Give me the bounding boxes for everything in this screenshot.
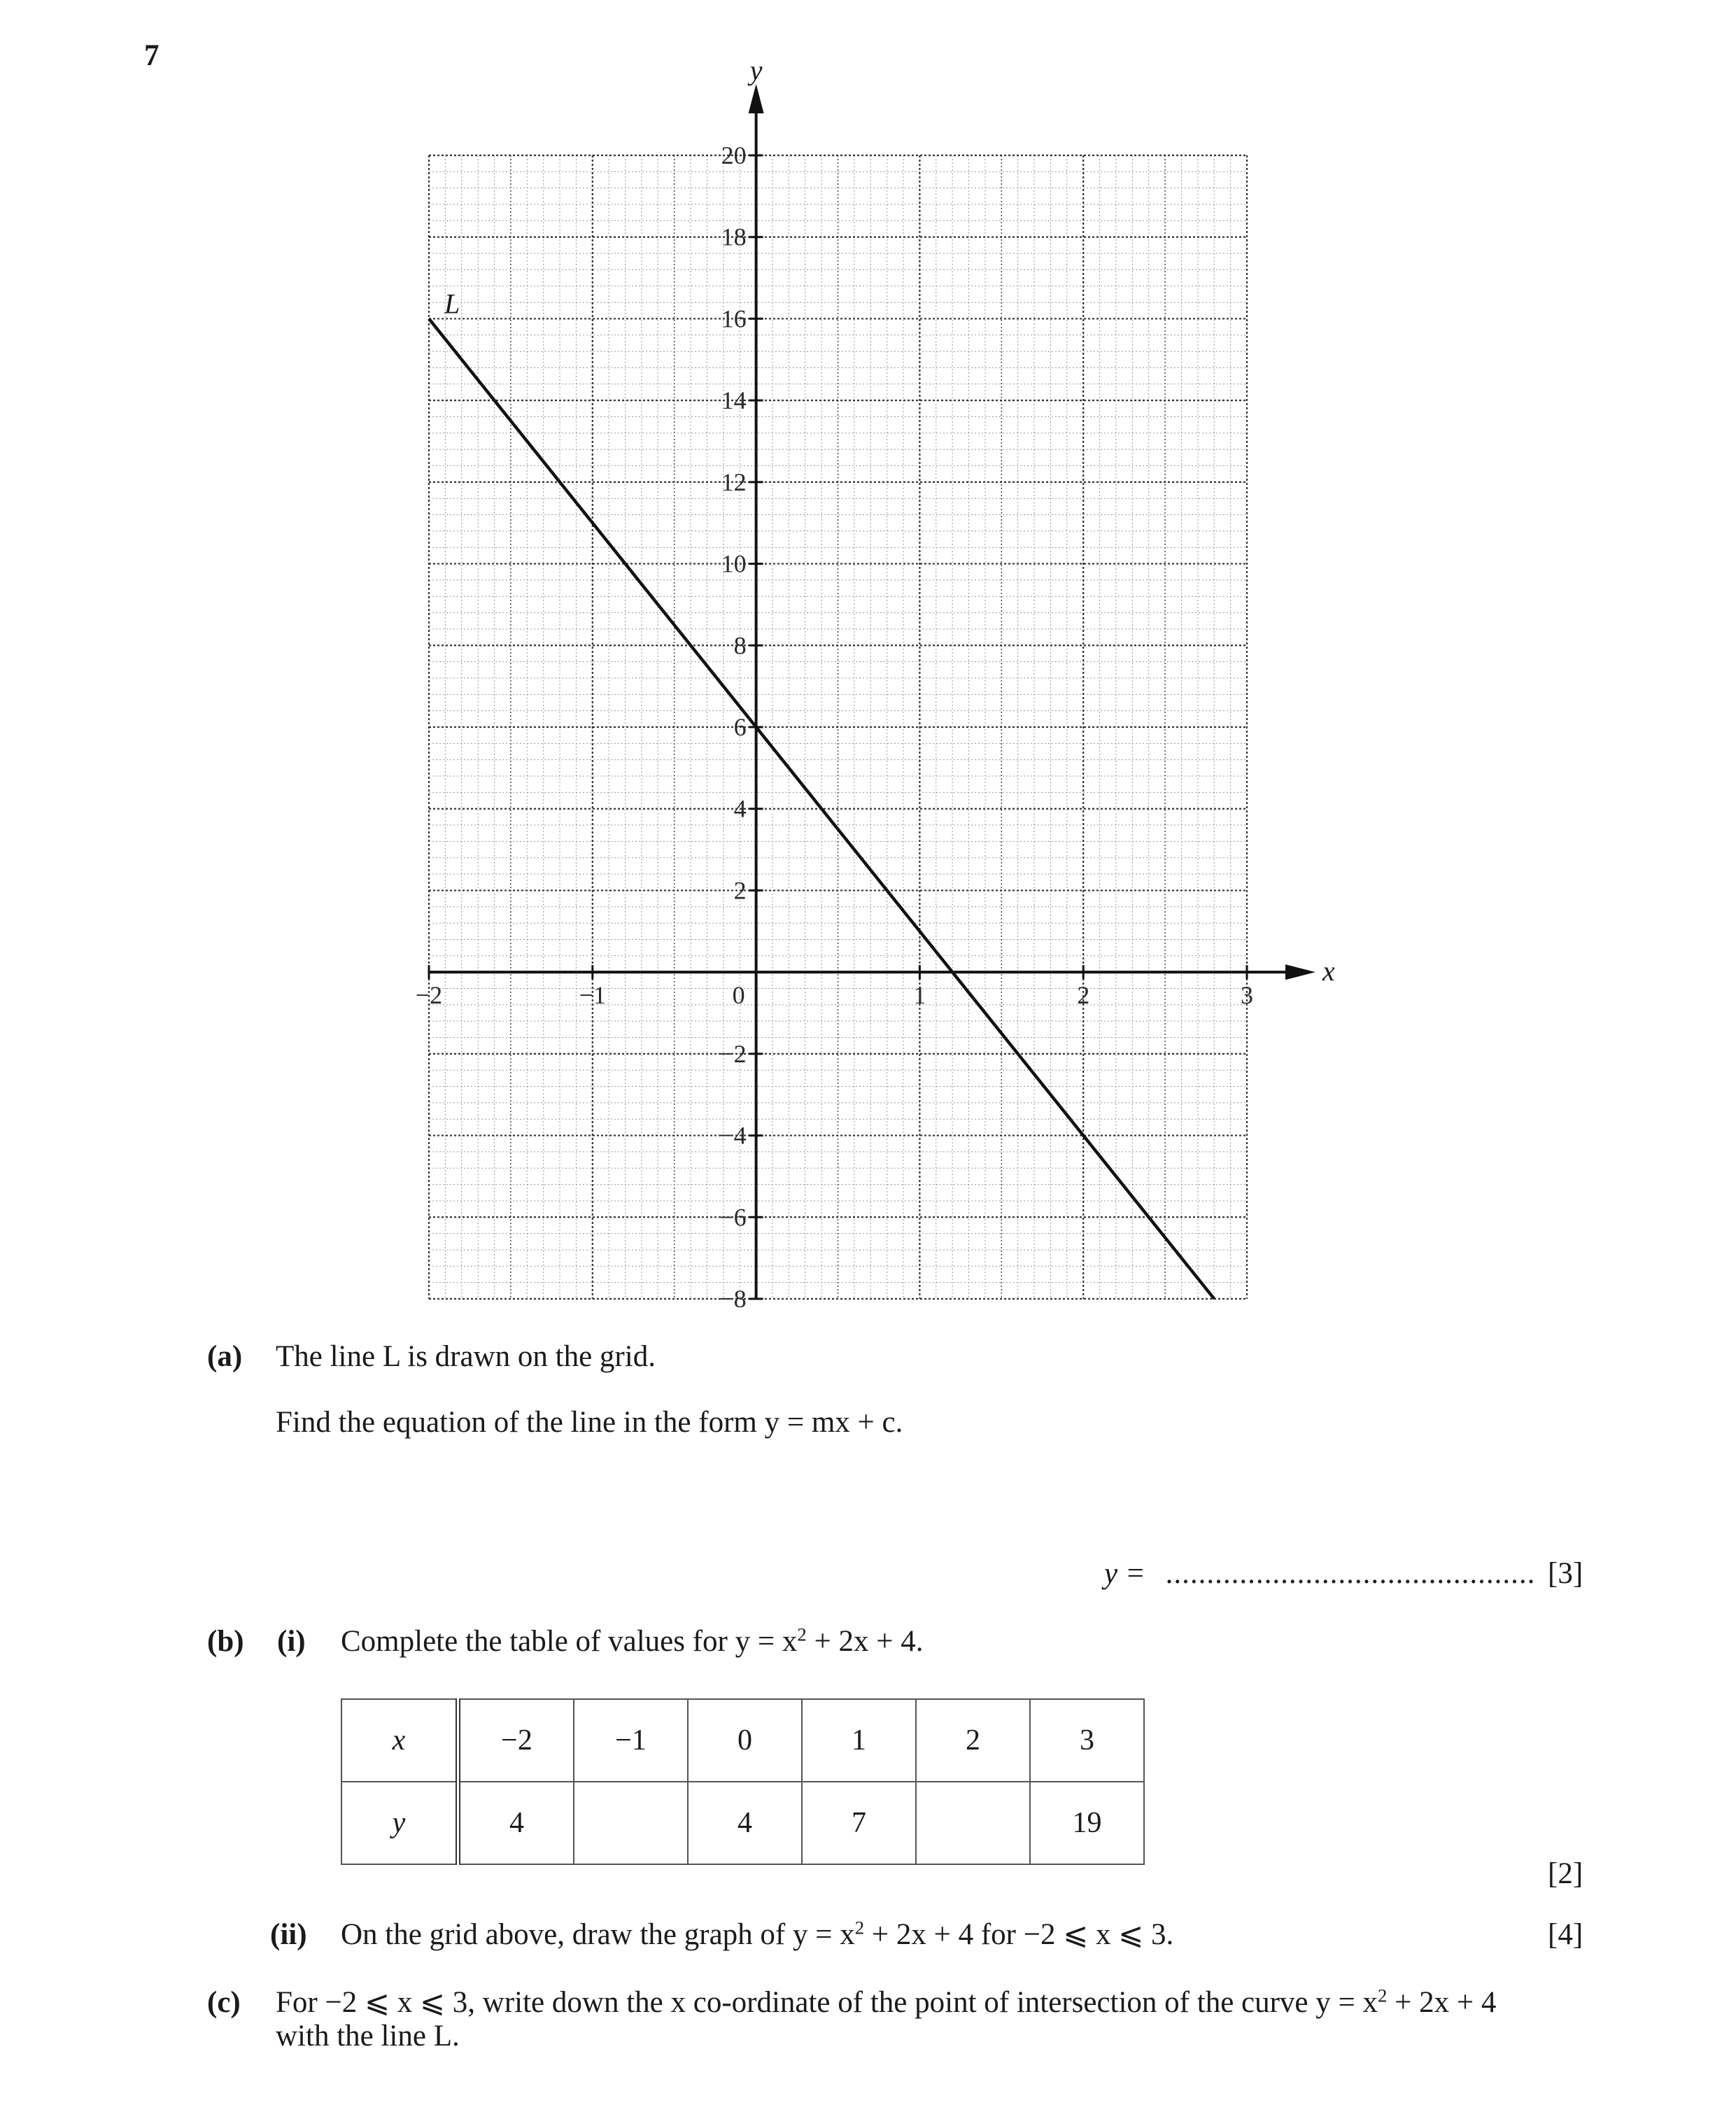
- part-b-i-label: (i): [277, 1625, 306, 1658]
- y-tick-label: 8: [733, 631, 747, 660]
- table-row-x: [341, 1699, 1144, 1782]
- y-tick-label: 16: [721, 304, 747, 333]
- table-cell-y-5[interactable]: 19: [1030, 1782, 1144, 1864]
- table-cell-x-5: 3: [1030, 1699, 1144, 1782]
- y-tick-label: 10: [721, 549, 747, 578]
- axes: [429, 84, 1315, 1299]
- line-l-label: L: [444, 288, 460, 320]
- part-c-line1: For −2 ⩽ x ⩽ 3, write down the x co-ordinate of the point of intersection of the curve $y = x^2 + 2x + 4$: [276, 1985, 1497, 2019]
- x-axis-arrow: [1285, 964, 1315, 980]
- x-tick-label: 1: [913, 981, 926, 1010]
- y-tick-label: 20: [721, 141, 747, 169]
- y-axis-arrow: [749, 84, 764, 113]
- table-cell-y-3[interactable]: 7: [802, 1782, 916, 1864]
- part-b-i-text: Complete the table of values for $y = x^2 + 2x + 4$.: [341, 1624, 924, 1658]
- answer-a-field[interactable]: .............................................: [1165, 1557, 1536, 1590]
- y-tick-label: −4: [719, 1121, 747, 1150]
- table-cell-x-0: −2: [458, 1699, 574, 1782]
- table-cell-x-2: 0: [688, 1699, 802, 1782]
- y-tick-label: 18: [721, 223, 747, 251]
- answer-a-row: [1104, 1558, 1535, 1589]
- x-tick-label: 2: [1077, 981, 1090, 1010]
- table-header-x: x: [341, 1699, 458, 1782]
- x-tick-label: −2: [415, 981, 443, 1010]
- part-c-label: (c): [207, 1986, 241, 2019]
- part-a-line1-text: The line L is drawn on the grid.: [276, 1340, 656, 1373]
- y-tick-label: −2: [719, 1039, 747, 1068]
- table-cell-y-0[interactable]: 4: [458, 1782, 574, 1864]
- answer-a-prefix: y =: [1104, 1557, 1145, 1590]
- y-tick-label: 2: [733, 876, 747, 905]
- part-c-line2: with the line L.: [276, 2020, 460, 2053]
- table-cell-y-1[interactable]: [574, 1782, 688, 1864]
- table-header-y: y: [341, 1782, 458, 1864]
- x-tick-label: −1: [579, 981, 606, 1010]
- y-tick-label: 14: [721, 386, 747, 415]
- part-b-label: (b): [207, 1625, 244, 1658]
- y-axis-label: y: [749, 55, 763, 86]
- y-tick-label: −8: [719, 1285, 747, 1313]
- part-a-line2: Find the equation of the line in the form y = mx + c.: [276, 1406, 903, 1439]
- table-cell-x-3: 1: [802, 1699, 916, 1782]
- page-number: 7: [144, 39, 160, 72]
- part-a-label: (a): [207, 1340, 243, 1373]
- y-tick-label: 6: [733, 713, 747, 741]
- table-cell-y-4[interactable]: [916, 1782, 1030, 1864]
- y-tick-label: −6: [719, 1203, 747, 1232]
- x-tick-label: 3: [1241, 981, 1253, 1010]
- marks-a: [3]: [1548, 1557, 1583, 1590]
- part-b-ii-label: (ii): [270, 1918, 307, 1951]
- marks-b-ii: [4]: [1548, 1918, 1583, 1951]
- y-tick-label: 12: [721, 467, 747, 496]
- part-a-line1: [276, 1342, 656, 1372]
- y-tick-label: 4: [733, 794, 747, 823]
- x-tick-label: 0: [732, 981, 745, 1010]
- values-table: [341, 1698, 1145, 1865]
- table-cell-x-4: 2: [916, 1699, 1030, 1782]
- table-cell-x-1: −1: [574, 1699, 688, 1782]
- part-b-ii-text: On the grid above, draw the graph of $y = x^2 + 2x + 4$ for −2 ⩽ x ⩽ 3.: [341, 1917, 1174, 1951]
- table-cell-y-2[interactable]: 4: [688, 1782, 802, 1864]
- x-axis-label: x: [1322, 955, 1335, 987]
- table-row-y: [341, 1782, 1144, 1864]
- marks-b-i: [2]: [1548, 1857, 1583, 1890]
